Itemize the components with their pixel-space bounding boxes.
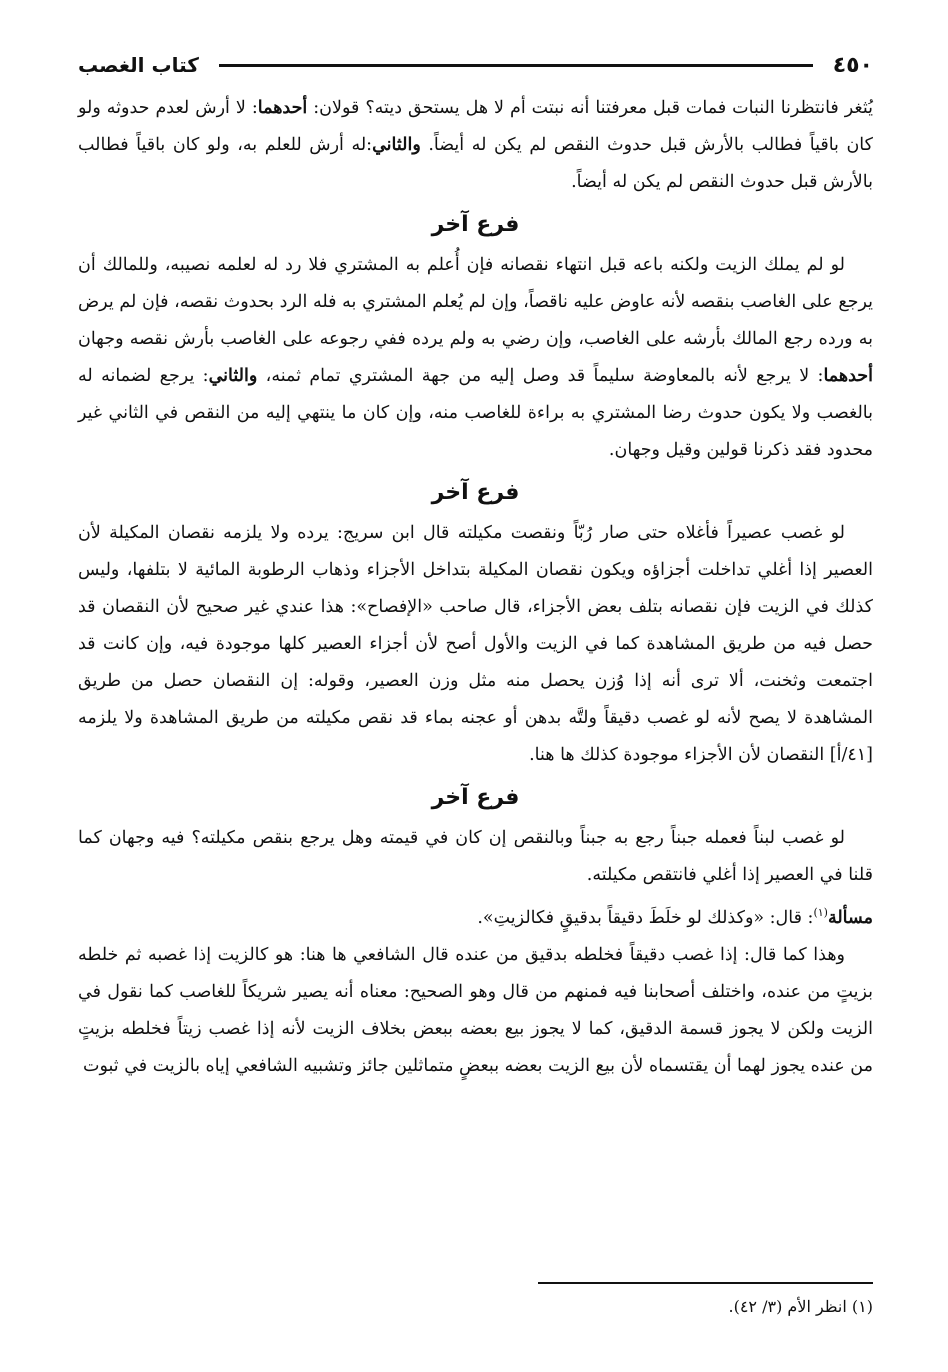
page-number: ٤٥٠ [832,52,873,78]
bold-term: أحدهما [823,366,873,386]
text-run: : لا يرجع لأنه بالمعاوضة سليماً قد وصل إليه من جهة المشتري تمام ثمنه، [265,366,824,386]
commentary-paragraph: وهذا كما قال: إذا غصب دقيقاً فخلطه بدقيق من عنده قال الشافعي ها هنا: هو كالزيت إذا غصبه ثم خلطه بزيتٍ من عنده، واختلف أصحابنا فيه فمنهم من قال وهو الصحيح: معناه أنه يصير شريكاً للغاصب كما نقول في الزيت ولكن لا يجوز قسمة الدقيق، كما لا يجوز بيع بعضه ببعض بخلاف الزيت لأنه إذا غصب زيتاً فخلطه بزيتٍ من عنده يجوز لهما أن يقتسماه لأن بيع الزيت بعضه ببعضٍ متماثلين جائز وتشبيه الشافعي إياه بالزيت في ثبوت [78,944,873,1076]
masala-label: مسألة [827,907,873,928]
text-run: يُثغر فانتظرنا النبات فمات قبل معرفتنا أنه نبتت أم لا هل يستحق ديته؟ قولان: [313,98,873,118]
section-paragraph [78,247,873,469]
text-run: : يرجع لضمانه له بالغصب ولا يكون حدوث رضا المشتري به براءة للغاصب منه، وإن كان ما ينتهي إليه من النقص في الثاني غير محدود فقد ذكرنا قولين وقيل وجهان. [78,366,873,460]
text-run: : قال: «وكذلك لو خلَطَ دقيقاً بدقيقٍ فكالزيتِ». [477,907,814,928]
bold-term: والثاني [208,366,258,386]
section-paragraph: لو غصب عصيراً فأغلاه حتى صار رُبّاً ونقصت مكيلته قال ابن سريج: يرده ولا يلزمه نقصان المكيلة لأن العصير إذا أغلي تداخلت أجزاؤه ويكون نقصان المكيلة بتداخل الأجزاء وذهاب الرطوبة المائية لا بتلفها، وليس كذلك في الزيت فإن نقصانه بتلف بعض الأجزاء، قال صاحب «الإفصاح»: هذا عندي غير صحيح لأن النقصان قد حصل فيه من طريق المشاهدة كما في الزيت والأول أصح لأن أجزاء العصير كلها موجودة فيه، وإن كانت قد اجتمعت وثخنت، ألا ترى أنه إذا وُزن يحصل منه مثل وزن العصير، وقوله: إن النقصان حصل من طريق المشاهدة لا يصح لأنه لو غصب دقيقاً ولتَّه بدهن أو عجنه بماء قد نقص مكيلته من طريق المشاهدة ولا يلزمه [٤١/أ] النقصان لأن الأجزاء موجودة كذلك ها هنا. [78,523,873,765]
page-header [78,40,873,90]
bold-term: أحدهما [257,98,308,118]
bold-term: والثاني [372,135,421,155]
footnote-marker: (١) [813,906,828,919]
section-paragraph: لو غصب لبناً فعمله جبناً رجع به جبناً وبالنقص إن كان في قيمته وهل يرجع بنقص مكيلته؟ فيه وجهان كما قلنا في العصير إذا أغلي فانتقص مكيلته. [78,828,873,885]
text-run: لو لم يملك الزيت ولكنه باعه قبل انتهاء نقصانه فإن أُعلم به المشتري فلا رد له لعلمه نصيبه، وللمالك أن يرجع على الغاصب بنقصه لأنه عاوض عليه ناقصاً، وإن لم يُعلم المشتري به فله الرد بحدوث نقصه، فإن لم يرض به ورده رجع المالك بأرشه على الغاصب، وإن رضي به ولم يرده ففي رجوعه على الغاصب بأرش نقصه وجهان [78,255,873,349]
masala-statement [78,894,873,937]
text-run: :له أرش للعلم به، ولو كان باقياً فطالب بالأرش قبل حدوث النقص لم يكن له أيضاً. [78,135,873,192]
section-heading: فرع آخر [431,480,520,505]
header-rule [219,64,813,67]
book-title: كتاب الغصب [78,53,199,77]
section-heading: فرع آخر [431,785,520,810]
footnote-rule [538,1282,873,1284]
section-heading: فرع آخر [431,212,520,237]
paragraph-continuation [78,90,873,201]
book-page [78,40,873,1085]
text-run: : لا أرش لعدم حدوثه ولو كان باقياً فطالب بالأرش قبل حدوث النقص لم يكن له أيضاً. [78,98,873,155]
footnote: (١) انظر الأم (٣/ ٤٢). [728,1297,873,1316]
